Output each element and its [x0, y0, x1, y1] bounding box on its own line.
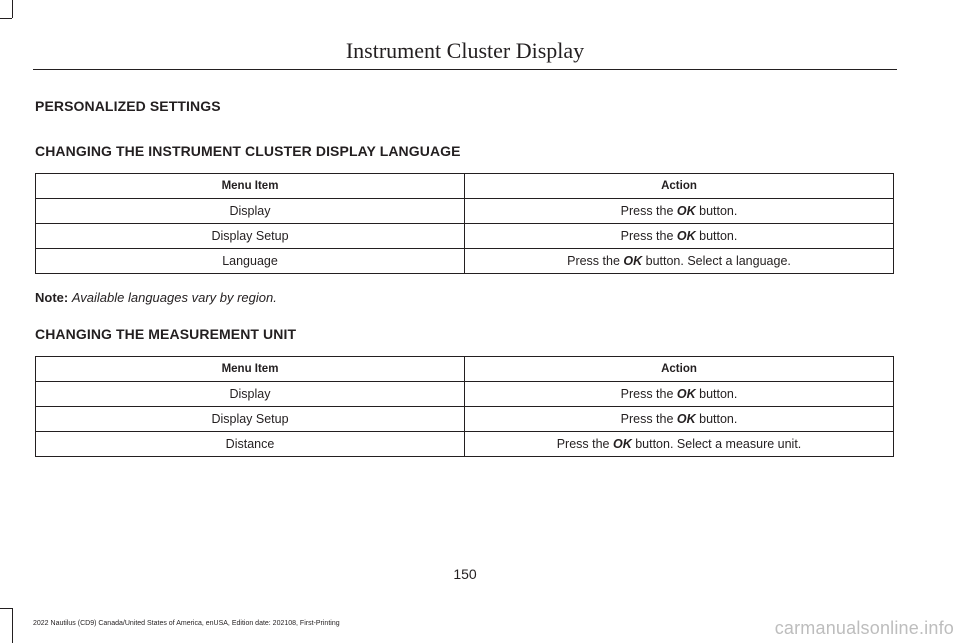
- action-cell: Press the OK button.: [465, 382, 894, 407]
- watermark-text: carmanualsonline.info: [774, 618, 954, 638]
- language-menu-table: [35, 173, 894, 274]
- action-cell: Press the OK button.: [465, 199, 894, 224]
- page-number: 150: [453, 566, 477, 582]
- action-cell: Press the OK button.: [465, 407, 894, 432]
- table-header-row: [36, 174, 894, 199]
- column-header-action: Action: [465, 357, 894, 382]
- footer-edition-text: 2022 Nautilus (CD9) Canada/United States of America, enUSA, Edition date: 202108, First-Printing: [33, 620, 340, 627]
- ok-key: OK: [676, 387, 696, 401]
- crop-mark-bottom-left: [12, 608, 13, 643]
- crop-mark-top-left-h: [0, 18, 12, 19]
- table-row: [36, 199, 894, 224]
- menu-item-cell: Distance: [36, 432, 465, 457]
- crop-mark-bottom-left-h: [0, 608, 12, 609]
- menu-item-cell: Display Setup: [36, 407, 465, 432]
- table-row: [36, 224, 894, 249]
- table-row: [36, 432, 894, 457]
- action-cell: Press the OK button. Select a measure unit.: [465, 432, 894, 457]
- table-row: [36, 382, 894, 407]
- ok-key: OK: [612, 437, 632, 451]
- menu-item-cell: Language: [36, 249, 465, 274]
- action-cell: Press the OK button. Select a language.: [465, 249, 894, 274]
- action-cell: Press the OK button.: [465, 224, 894, 249]
- page-header-title: Instrument Cluster Display: [345, 38, 585, 63]
- measurement-section-heading: CHANGING THE MEASUREMENT UNIT: [35, 326, 297, 342]
- language-section-heading: CHANGING THE INSTRUMENT CLUSTER DISPLAY LANGUAGE: [35, 143, 461, 159]
- header-divider: [33, 69, 897, 70]
- measurement-menu-table: [35, 356, 894, 457]
- ok-key: OK: [676, 412, 696, 426]
- crop-mark-top-left: [12, 0, 13, 18]
- table-header-row: [36, 357, 894, 382]
- note-label: Note:: [35, 290, 69, 305]
- column-header-menu-item: Menu Item: [36, 174, 465, 199]
- menu-item-cell: Display: [36, 199, 465, 224]
- table-row: [36, 407, 894, 432]
- table-row: [36, 249, 894, 274]
- ok-key: OK: [623, 254, 643, 268]
- note-text: [35, 290, 277, 305]
- menu-item-cell: Display: [36, 382, 465, 407]
- ok-key: OK: [676, 229, 696, 243]
- column-header-menu-item: Menu Item: [36, 357, 465, 382]
- personalized-settings-heading: PERSONALIZED SETTINGS: [35, 98, 221, 114]
- ok-key: OK: [676, 204, 696, 218]
- column-header-action: Action: [465, 174, 894, 199]
- note-body: Available languages vary by region.: [71, 290, 277, 305]
- menu-item-cell: Display Setup: [36, 224, 465, 249]
